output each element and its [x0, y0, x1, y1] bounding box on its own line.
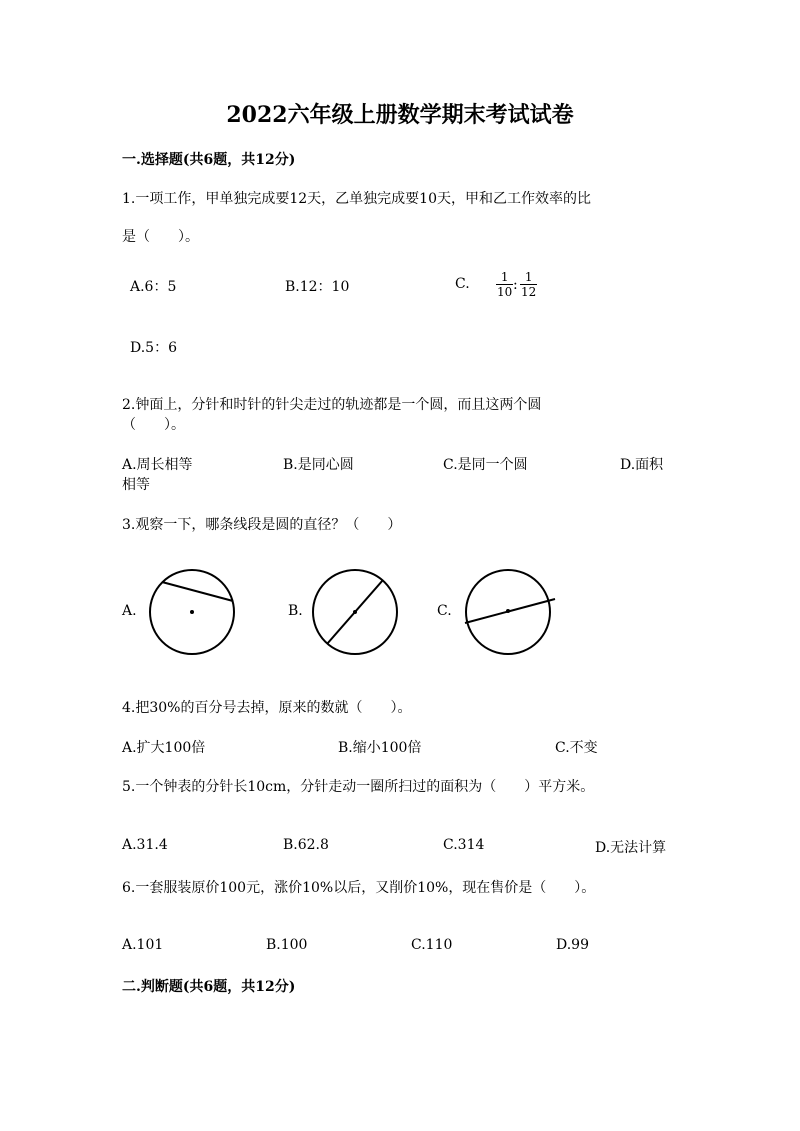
question-2-text: 2.钟面上，分针和时针的针尖走过的轨迹都是一个圆，而且这两个圆: [122, 397, 542, 413]
question-2-option-a[interactable]: A.周长相等: [122, 457, 193, 473]
question-3-option-a[interactable]: A.: [122, 603, 137, 619]
question-5-option-c[interactable]: C.314: [443, 837, 485, 853]
question-2-option-c[interactable]: C.是同一个圆: [443, 457, 528, 473]
fraction-denominator: 12: [521, 285, 537, 299]
circle-center-dot: [353, 610, 357, 614]
circle-diagram-b: [313, 567, 405, 659]
section-heading-judgment: 二.判断题(共6题，共12分): [122, 979, 296, 995]
question-6-option-b[interactable]: B.100: [266, 937, 308, 953]
page-title: 2022六年级上册数学期末考试试卷: [226, 102, 574, 128]
question-4-option-b[interactable]: B.缩小100倍: [338, 740, 422, 756]
question-2-text-cont: （ ）。: [122, 417, 185, 433]
circle-center-dot: [190, 610, 194, 614]
question-1-text: 1.一项工作，甲单独完成要12天，乙单独完成要10天，甲和乙工作效率的比: [122, 191, 591, 207]
question-1-option-b[interactable]: B.12：10: [285, 279, 350, 295]
question-5-option-d[interactable]: D.无法计算: [595, 840, 667, 856]
question-5-option-a[interactable]: A.31.4: [122, 837, 168, 853]
question-1-option-c-fraction-2: [520, 270, 537, 299]
question-4-option-c[interactable]: C.不变: [555, 740, 598, 756]
question-3-text: 3.观察一下，哪条线段是圆的直径？（ ）: [122, 517, 402, 533]
circle-center-dot: [506, 609, 510, 613]
question-3-option-b[interactable]: B.: [288, 603, 303, 619]
question-1-option-a[interactable]: A.6：5: [130, 279, 177, 295]
section-heading-choice: 一.选择题(共6题，共12分): [122, 152, 296, 168]
question-1-option-c-ratio-sign: :: [513, 277, 518, 293]
question-4-option-a[interactable]: A.扩大100倍: [122, 740, 206, 756]
question-1-option-d[interactable]: D.5：6: [130, 340, 177, 356]
question-6-option-c[interactable]: C.110: [411, 937, 453, 953]
question-4-text: 4.把30%的百分号去掉，原来的数就（ ）。: [122, 700, 412, 716]
question-5-text: 5.一个钟表的分针长10cm，分针走动一圈所扫过的面积为（ ）平方米。: [122, 779, 595, 795]
question-1-option-c-label[interactable]: C.: [455, 276, 470, 292]
question-2-option-b[interactable]: B.是同心圆: [283, 457, 354, 473]
circle-diagram-c: [463, 567, 563, 659]
question-3-option-c[interactable]: C.: [437, 603, 452, 619]
question-5-option-b[interactable]: B.62.8: [283, 837, 329, 853]
question-6-option-d[interactable]: D.99: [556, 937, 589, 953]
fraction-numerator: 1: [496, 270, 513, 285]
question-1-text-cont: 是（ ）。: [122, 229, 199, 245]
chord-segment: [162, 582, 233, 601]
circle-diagram-a: [148, 567, 240, 659]
fraction-denominator: 10: [497, 285, 513, 299]
question-6-option-a[interactable]: A.101: [122, 937, 164, 953]
question-2-option-d[interactable]: D.面积: [620, 457, 664, 473]
question-2-option-d-cont: 相等: [122, 477, 150, 493]
fraction-numerator: 1: [520, 270, 537, 285]
question-1-option-c-fraction-1: [496, 270, 513, 299]
question-6-text: 6.一套服装原价100元，涨价10%以后，又削价10%，现在售价是（ ）。: [122, 880, 596, 896]
